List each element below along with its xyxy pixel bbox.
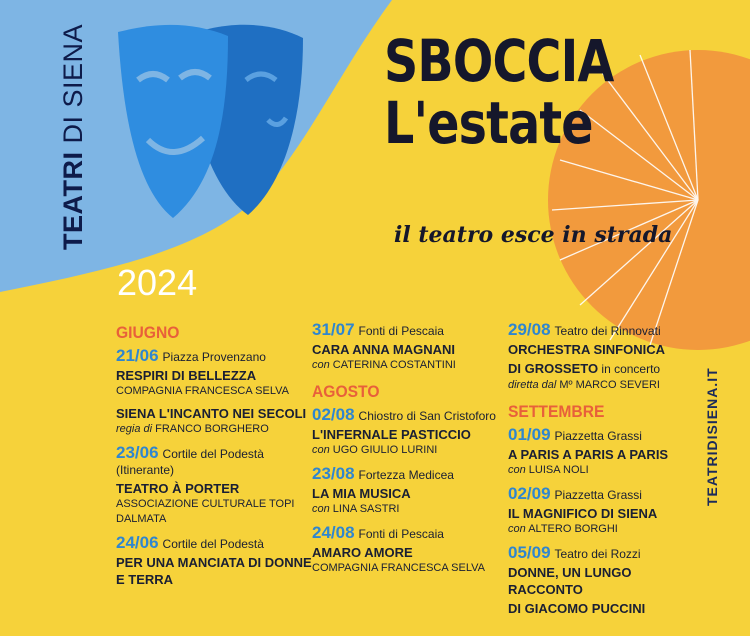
month-heading: SETTEMBRE [508, 402, 605, 421]
event [508, 427, 708, 478]
event-place: Piazzetta Grassi [554, 429, 642, 443]
show-credit [508, 378, 708, 393]
show-title: ORCHESTRA SINFONICA [508, 342, 665, 357]
show-title-line-2: DI GIACOMO PUCCINI [508, 601, 646, 616]
event-place: Piazzetta Grassi [554, 488, 642, 502]
credit-name: LUISA NOLI [525, 464, 589, 476]
show-title: PER UNA MANCIATA DI DONNE E TERRA [116, 555, 312, 587]
credit-name: UGO GIULIO LURINI [329, 444, 438, 456]
column-august-september [508, 322, 708, 625]
credit-prefix: con [312, 503, 330, 515]
event-place-note: (Itinerante) [116, 463, 175, 477]
column-july-august [312, 322, 512, 584]
credit-prefix: con [508, 464, 526, 476]
show-credit: COMPAGNIA FRANCESCA SELVA [312, 562, 485, 574]
event [116, 348, 316, 437]
show-title: L'INFERNALE PASTICCIO [312, 427, 471, 442]
credit-prefix: diretta dal [508, 379, 557, 391]
show-credit: COMPAGNIA FRANCESCA SELVA [116, 385, 289, 397]
event-place: Piazza Provenzano [162, 350, 266, 364]
show-title: RESPIRI DI BELLEZZA [116, 368, 257, 383]
event-date: 02/08 [312, 405, 355, 424]
event [312, 322, 512, 373]
credit-prefix: con [312, 444, 330, 456]
website-link[interactable]: TEATRIDISIENA.IT [704, 367, 720, 506]
event-date: 21/06 [116, 346, 159, 365]
show-title: SIENA L'INCANTO NEI SECOLI [116, 406, 307, 421]
event-place: Cortile del Podestà [162, 447, 264, 461]
brand-name-rest: DI SIENA [58, 23, 88, 152]
show-credit: ASSOCIAZIONE CULTURALE TOPI DALMATA [116, 498, 295, 525]
event-place: Fortezza Medicea [358, 468, 454, 482]
show-title: IL MAGNIFICO DI SIENA [508, 506, 658, 521]
event-date: 05/09 [508, 543, 551, 562]
event [312, 407, 512, 458]
show-credit [508, 522, 708, 537]
show-credit [312, 502, 512, 517]
show-title: A PARIS A PARIS A PARIS [508, 447, 669, 462]
event-date: 24/08 [312, 523, 355, 542]
event-date: 01/09 [508, 425, 551, 444]
credit-name: FRANCO BORGHERO [152, 423, 269, 435]
event-place: Fonti di Pescaia [358, 527, 444, 541]
event-place: Cortile del Podestà [162, 537, 264, 551]
event-place: Teatro dei Rinnovati [554, 324, 661, 338]
event-date: 29/08 [508, 320, 551, 339]
front-mask [118, 25, 228, 218]
credit-name: CATERINA COSTANTINI [329, 359, 456, 371]
credit-prefix: regia di [116, 423, 153, 435]
year: 2024 [117, 262, 198, 303]
event [508, 322, 708, 393]
event [508, 545, 708, 617]
credit-name: LINA SASTRI [329, 503, 400, 515]
month-heading: GIUGNO [116, 323, 180, 342]
show-title: LA MIA MUSICA [312, 486, 411, 501]
credit-prefix: con [312, 359, 330, 371]
show-credit [312, 443, 512, 458]
show-title-line-2: DI GROSSETO [508, 361, 599, 376]
show-title: CARA ANNA MAGNANI [312, 342, 455, 357]
tagline: il teatro esce in strada [394, 222, 673, 248]
credit-name: ALTERO BORGHI [525, 523, 618, 535]
event-place: Fonti di Pescaia [358, 324, 444, 338]
title-line-2: L'estate [384, 89, 593, 157]
event-date: 31/07 [312, 320, 355, 339]
event-date: 23/08 [312, 464, 355, 483]
month-heading: AGOSTO [312, 382, 380, 401]
show-credit [312, 358, 512, 373]
event-date: 02/09 [508, 484, 551, 503]
show-credit [116, 422, 316, 437]
event [508, 486, 708, 537]
show-title: DONNE, UN LUNGO RACCONTO [508, 565, 632, 597]
show-title: TEATRO À PORTER [116, 481, 240, 496]
show-title-suffix: in concerto [598, 362, 661, 376]
show-credit [508, 463, 708, 478]
event-place: Teatro dei Rozzi [554, 547, 641, 561]
credit-prefix: con [508, 523, 526, 535]
event [312, 525, 512, 576]
event-date: 24/06 [116, 533, 159, 552]
column-june [116, 322, 316, 596]
theatre-masks-logo [118, 20, 308, 220]
title-line-1: SBOCCIA [384, 27, 614, 95]
event-date: 23/06 [116, 443, 159, 462]
event [116, 535, 316, 588]
poster-title [384, 27, 614, 157]
brand-name-bold: TEATRI [58, 151, 88, 250]
show-title: AMARO AMORE [312, 545, 413, 560]
event [116, 445, 316, 527]
brand-vertical [58, 23, 98, 250]
event [312, 466, 512, 517]
event-place: Chiostro di San Cristoforo [358, 409, 496, 423]
credit-name: Mº MARCO SEVERI [556, 379, 660, 391]
